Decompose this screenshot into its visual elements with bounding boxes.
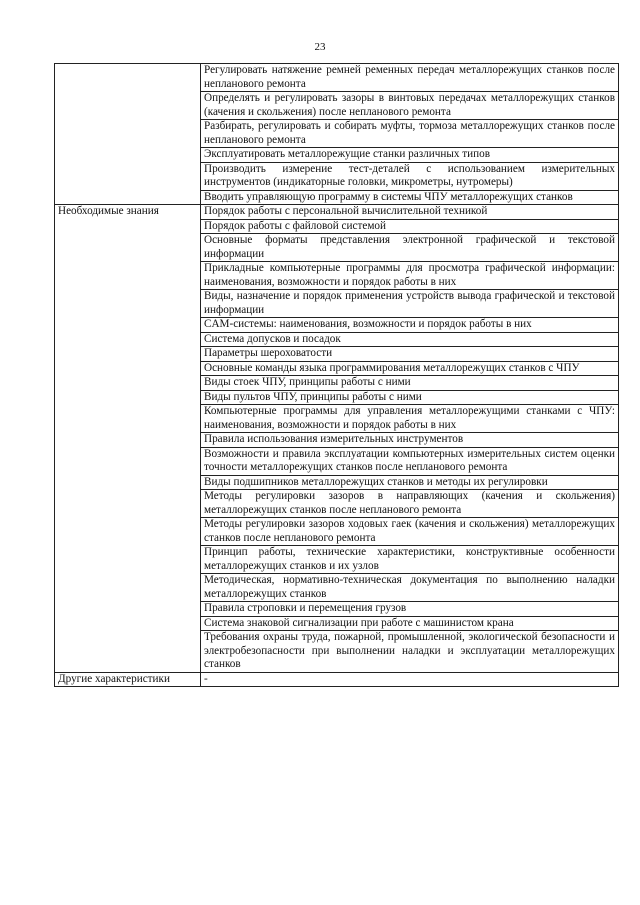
knowledge-item: Параметры шероховатости [201, 347, 619, 362]
knowledge-item: Принцип работы, технические характеристики, конструктивные особенности металлорежущих станков и их узлов [201, 546, 619, 574]
knowledge-item: Правила использования измерительных инструментов [201, 433, 619, 448]
knowledge-item: Требования охраны труда, пожарной, промышленной, экологической безопасности и электробезопасности при выполнении наладки и эксплуатации металлорежущих станков [201, 631, 619, 673]
knowledge-item: Порядок работы с файловой системой [201, 219, 619, 234]
skill-item: Эксплуатировать металлорежущие станки различных типов [201, 148, 619, 163]
knowledge-item: Виды, назначение и порядок применения устройств вывода графической и текстовой информации [201, 290, 619, 318]
knowledge-item: Виды пультов ЧПУ, принципы работы с ними [201, 390, 619, 405]
skill-item: Регулировать натяжение ремней ременных передач металлорежущих станков после непланового ремонта [201, 64, 619, 92]
knowledge-item: Виды стоек ЧПУ, принципы работы с ними [201, 376, 619, 391]
knowledge-item: Правила строповки и перемещения грузов [201, 602, 619, 617]
knowledge-item: Порядок работы с персональной вычислительной техникой [201, 205, 619, 220]
knowledge-label: Необходимые знания [55, 205, 201, 673]
knowledge-item: Методы регулировки зазоров ходовых гаек (качения и скольжения) металлорежущих станков после непланового ремонта [201, 518, 619, 546]
table-row [55, 205, 619, 220]
other-label: Другие характеристики [55, 672, 201, 687]
skill-item: Производить измерение тест-деталей с использованием измерительных инструментов (индикаторные головки, микрометры, нутромеры) [201, 162, 619, 190]
page-number: 23 [314, 41, 326, 53]
knowledge-item: Методы регулировки зазоров в направляющих (качения и скольжения) металлорежущих станков после непланового ремонта [201, 490, 619, 518]
knowledge-item: Система допусков и посадок [201, 332, 619, 347]
knowledge-item: CAM-системы: наименования, возможности и порядок работы в них [201, 318, 619, 333]
skill-item: Определять и регулировать зазоры в винтовых передачах металлорежущих станков (качения и скольжения) после непланового ремонта [201, 92, 619, 120]
table-row [55, 672, 619, 687]
knowledge-item: Возможности и правила эксплуатации компьютерных измерительных систем оценки точности металлорежущих станков после непланового ремонта [201, 447, 619, 475]
knowledge-item: Система знаковой сигнализации при работе с машинистом крана [201, 616, 619, 631]
other-value: - [201, 672, 619, 687]
requirements-table [54, 63, 619, 687]
knowledge-item: Прикладные компьютерные программы для просмотра графической информации: наименования, возможности и порядок работы в них [201, 262, 619, 290]
skills-label-cell [55, 64, 201, 205]
knowledge-item: Компьютерные программы для управления металлорежущими станками с ЧПУ: наименования, возможности и порядок работы в них [201, 405, 619, 433]
knowledge-item: Виды подшипников металлорежущих станков и методы их регулировки [201, 475, 619, 490]
table-row [55, 64, 619, 92]
knowledge-item: Основные команды языка программирования металлорежущих станков с ЧПУ [201, 361, 619, 376]
knowledge-item: Методическая, нормативно-техническая документация по выполнению наладки металлорежущих станков [201, 574, 619, 602]
knowledge-item: Основные форматы представления электронной графической и текстовой информации [201, 234, 619, 262]
skill-item: Разбирать, регулировать и собирать муфты, тормоза металлорежущих станков после непланового ремонта [201, 120, 619, 148]
skill-item: Вводить управляющую программу в системы ЧПУ металлорежущих станков [201, 190, 619, 205]
